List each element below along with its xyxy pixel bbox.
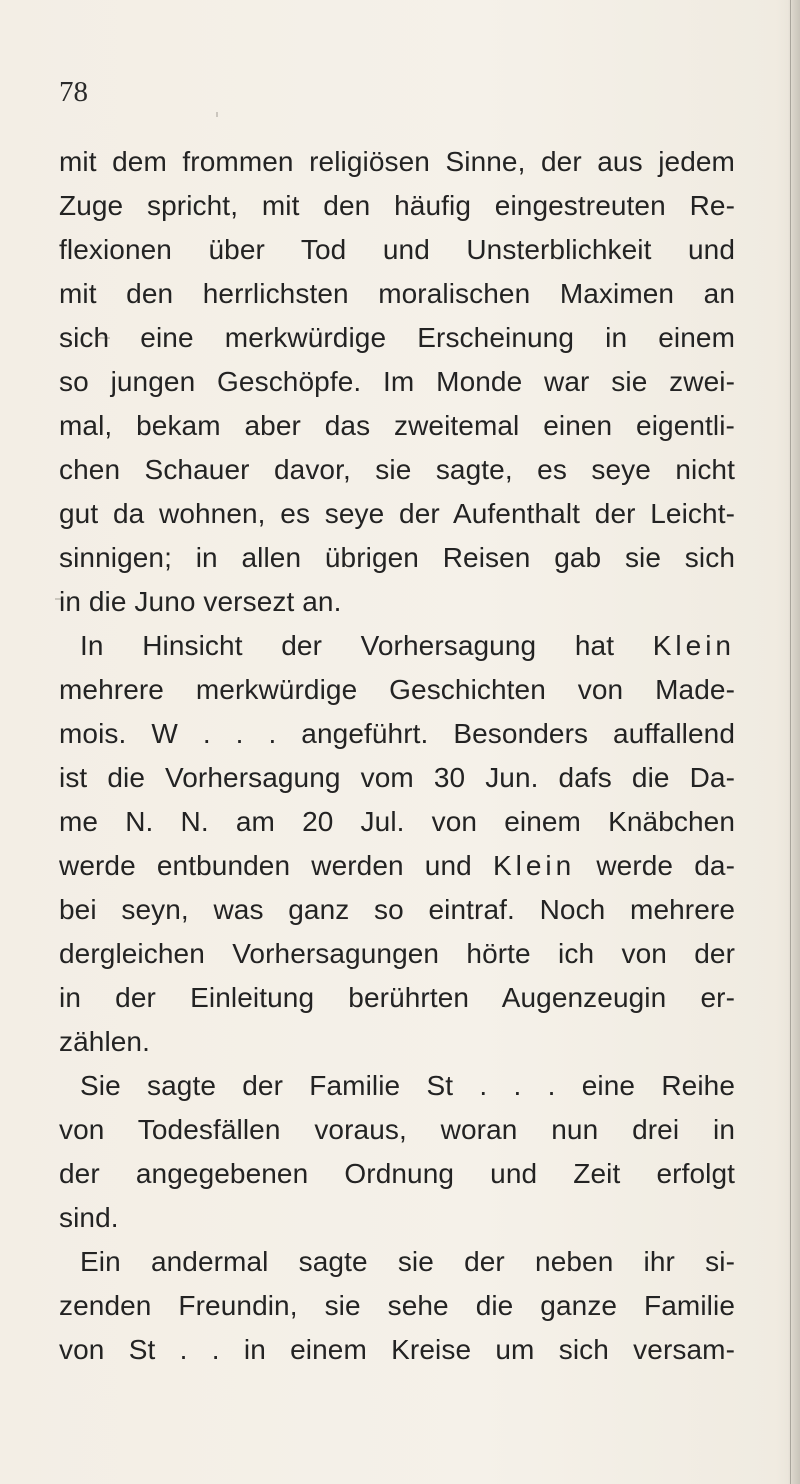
text-line: ist die Vorhersagung vom 30 Jun. dafs die Da- <box>59 762 735 793</box>
text-fragment: In Hinsicht der Vorhersagung hat <box>80 630 615 661</box>
text-line: mit den herrlichsten moralischen Maximen an <box>59 278 735 309</box>
text-line: bei seyn, was ganz so eintraf. Noch mehrere <box>59 894 735 925</box>
text-line: zenden Freundin, sie sehe die ganze Familie <box>59 1290 735 1321</box>
text-line: in der Einleitung berührten Augenzeugin er- <box>59 982 735 1013</box>
text-line: mal, bekam aber das zweitemal einen eigentli- <box>59 410 735 441</box>
text-line: der angegebenen Ordnung und Zeit erfolgt <box>59 1158 735 1189</box>
text-fragment: werde da- <box>596 850 735 881</box>
text-line: Zuge spricht, mit den häufig eingestreuten Re- <box>59 190 735 221</box>
text-line: Ein andermal sagte sie der neben ihr si- <box>80 1246 735 1277</box>
text-line: sinnigen; in allen übrigen Reisen gab sie sich <box>59 542 735 573</box>
print-speck <box>216 112 218 117</box>
text-line: mois. W . . . angeführt. Besonders auffallend <box>59 718 735 749</box>
text-line: Sie sagte der Familie St . . . eine Reihe <box>80 1070 735 1101</box>
text-fragment: werde entbunden werden und <box>59 850 472 881</box>
text-line: me N. N. am 20 Jul. von einem Knäbchen <box>59 806 735 837</box>
text-line: gut da wohnen, es seye der Aufenthalt der Leicht- <box>59 498 735 529</box>
text-line: zählen. <box>59 1026 150 1057</box>
text-line: so jungen Geschöpfe. Im Monde war sie zwei- <box>59 366 735 397</box>
page-number: 78 <box>59 76 88 108</box>
body-text <box>59 140 735 1372</box>
gutter-edge <box>790 0 791 1484</box>
text-line: von Todesfällen voraus, woran nun drei in <box>59 1114 735 1145</box>
text-line: sich eine merkwürdige Erscheinung in einem <box>59 322 735 353</box>
text-line: sind. <box>59 1202 119 1233</box>
author-name: Klein <box>492 850 576 881</box>
text-line: von St . . in einem Kreise um sich versam- <box>59 1334 735 1365</box>
text-line <box>59 624 735 668</box>
text-line: chen Schauer davor, sie sagte, es seye nicht <box>59 454 735 485</box>
text-line: flexionen über Tod und Unsterblichkeit und <box>59 234 735 265</box>
text-line: dergleichen Vorhersagungen hörte ich von der <box>59 938 735 969</box>
author-name: Klein <box>652 630 735 661</box>
text-line: in die Juno versezt an. <box>59 586 342 617</box>
text-line <box>59 844 735 888</box>
text-line: mehrere merkwürdige Geschichten von Made- <box>59 674 735 705</box>
text-line: mit dem frommen religiösen Sinne, der aus jedem <box>59 146 735 177</box>
